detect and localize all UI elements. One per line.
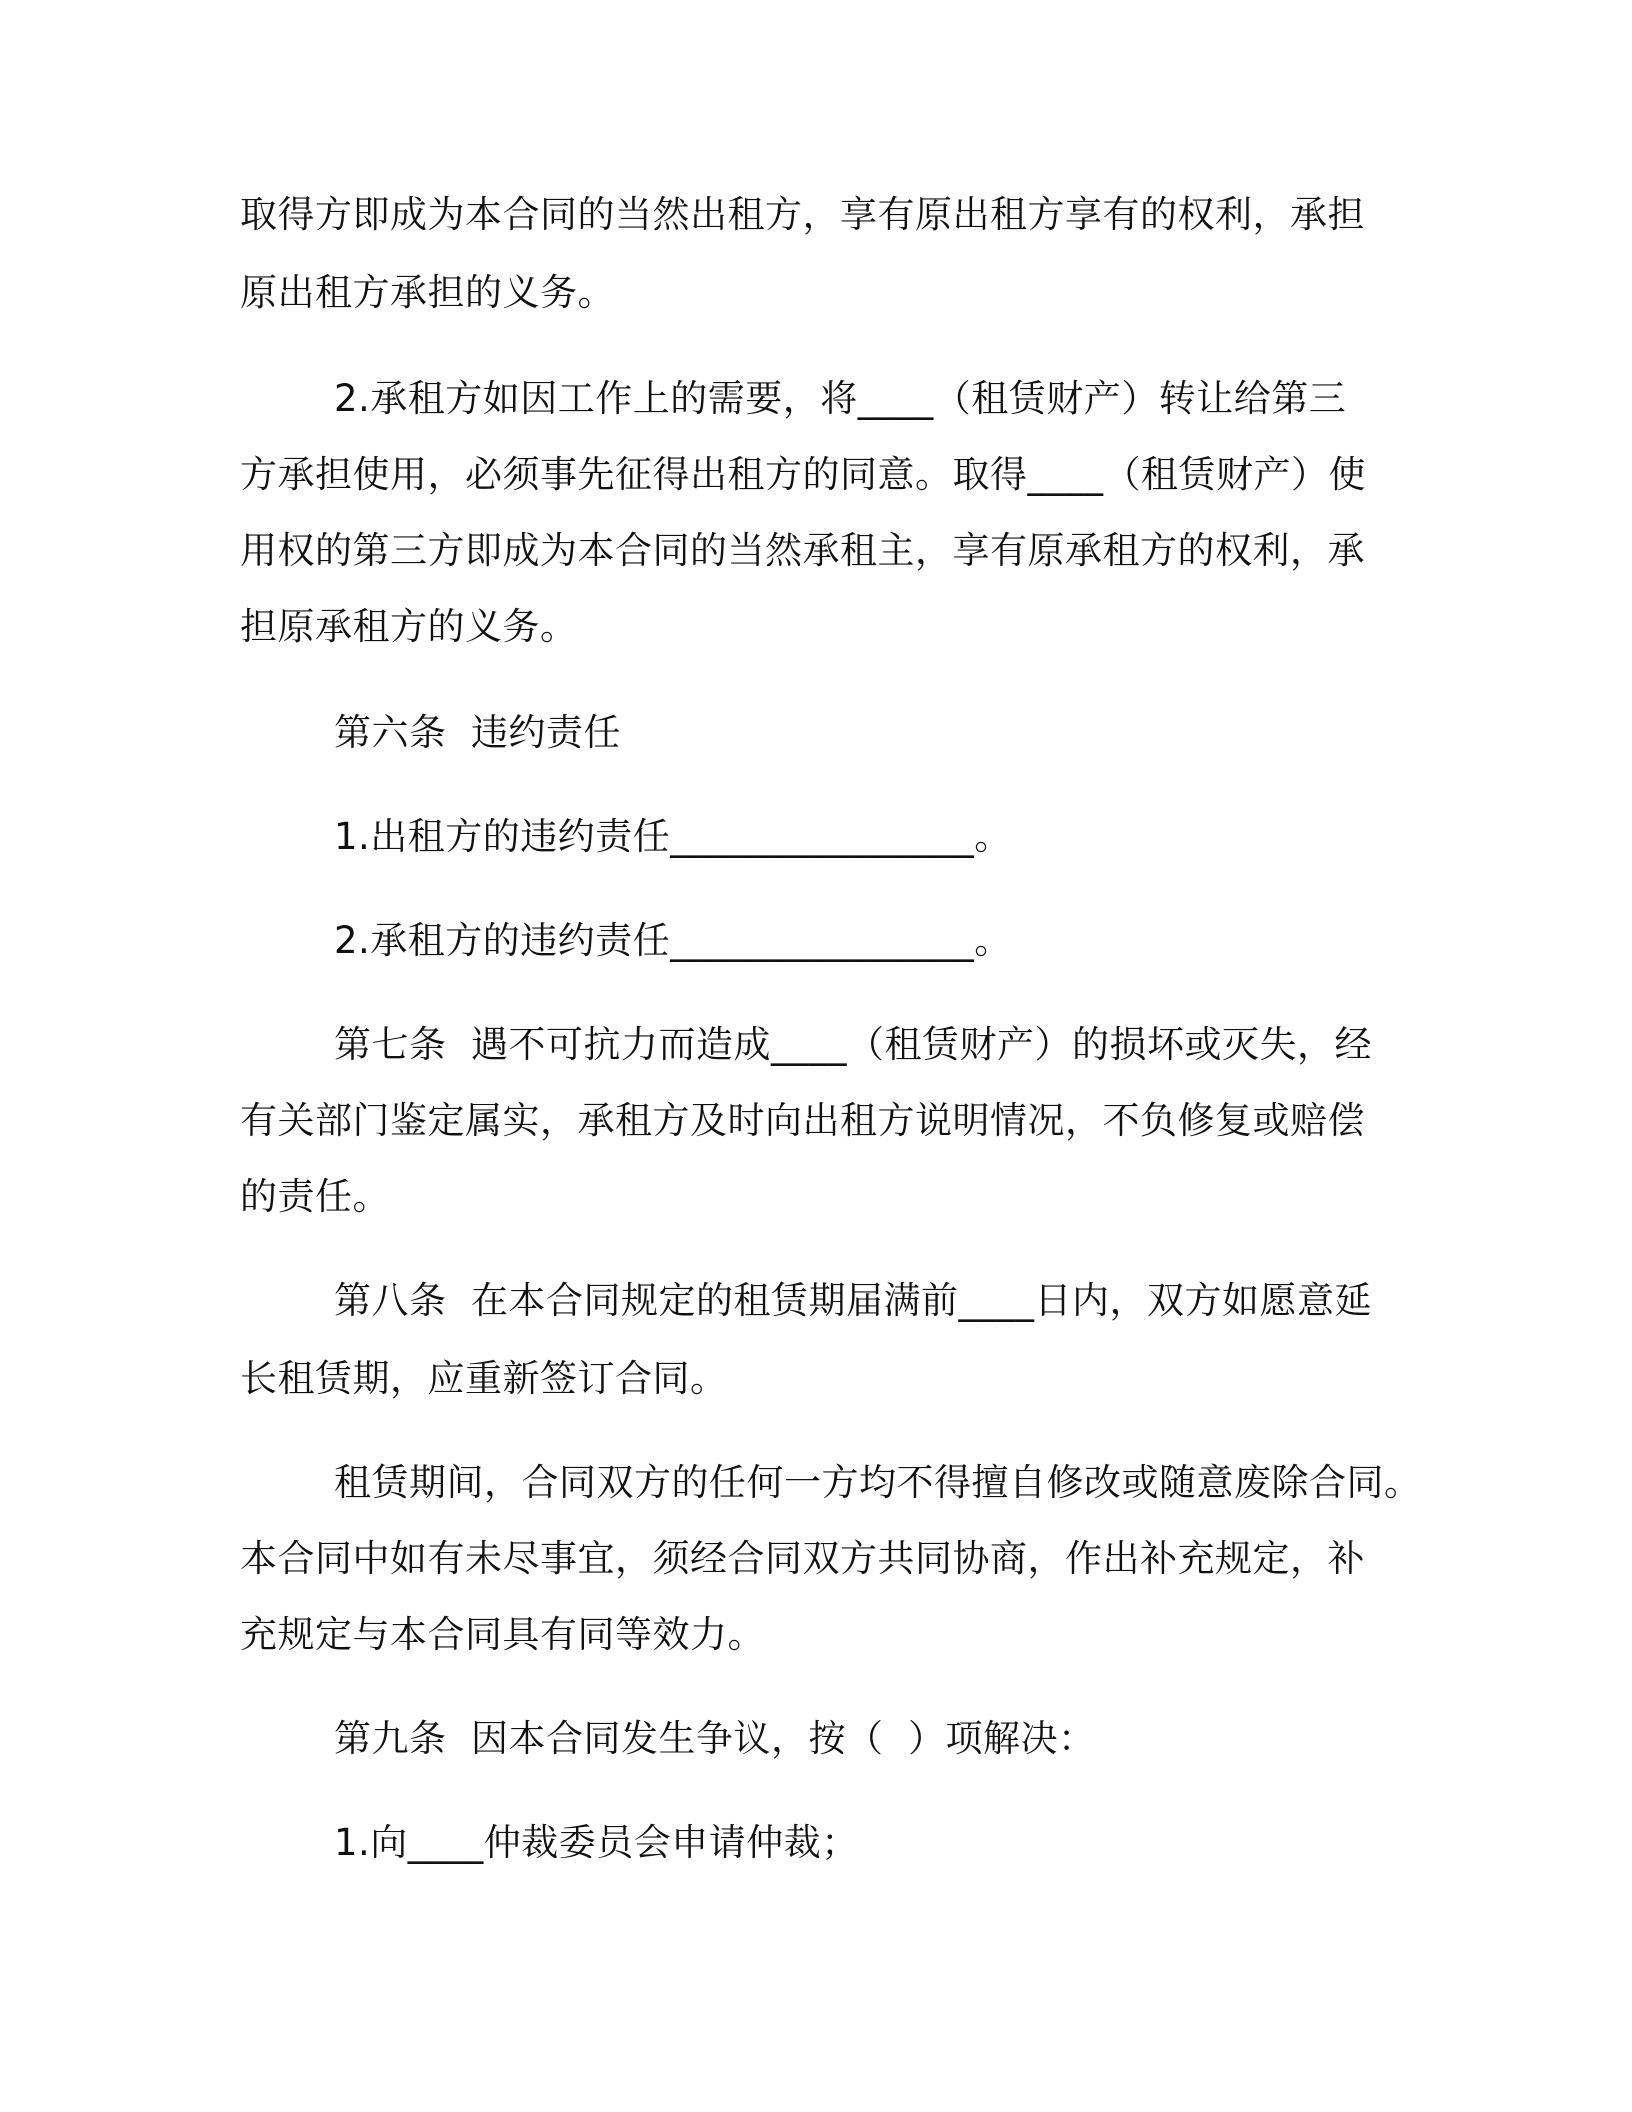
article-6-item-1: 1.出租方的违约责任________________。 <box>334 815 1012 858</box>
article-9-item-1: 1.向____仲裁委员会申请仲裁； <box>334 1821 859 1864</box>
article-6-heading: 第六条 违约责任 <box>334 711 622 754</box>
lease-period-paragraph-line-2: 本合同中如有未尽事宜，须经合同双方共同协商，作出补充规定，补 <box>240 1537 1365 1580</box>
clause-5-1-continuation-line-1: 取得方即成为本合同的当然出租方，享有原出租方享有的权利，承担 <box>240 193 1365 236</box>
clause-5-2-line-1: 2.承租方如因工作上的需要，将____（租赁财产）转让给第三 <box>334 377 1347 420</box>
article-7-line-2: 有关部门鉴定属实，承租方及时向出租方说明情况，不负修复或赔偿 <box>240 1099 1365 1142</box>
clause-5-2-line-2: 方承担使用，必须事先征得出租方的同意。取得____（租赁财产）使 <box>240 453 1366 496</box>
clause-5-2-line-4: 担原承租方的义务。 <box>240 605 578 648</box>
lease-period-paragraph-line-3: 充规定与本合同具有同等效力。 <box>240 1613 765 1656</box>
article-8-line-2: 长租赁期，应重新签订合同。 <box>240 1357 728 1400</box>
article-7-line-1: 第七条 遇不可抗力而造成____（租赁财产）的损坏或灭失，经 <box>334 1023 1373 1066</box>
lease-period-paragraph-line-1: 租赁期间，合同双方的任何一方均不得擅自修改或随意废除合同。 <box>334 1461 1422 1504</box>
article-8-line-1: 第八条 在本合同规定的租赁期届满前____日内，双方如愿意延 <box>334 1279 1373 1322</box>
article-9-heading: 第九条 因本合同发生争议，按（ ）项解决： <box>334 1717 1096 1760</box>
article-7-line-3: 的责任。 <box>240 1175 390 1218</box>
clause-5-1-continuation-line-2: 原出租方承担的义务。 <box>240 271 615 314</box>
clause-5-2-line-3: 用权的第三方即成为本合同的当然承租主，享有原承租方的权利，承 <box>240 529 1365 572</box>
article-6-item-2: 2.承租方的违约责任________________。 <box>334 919 1012 962</box>
